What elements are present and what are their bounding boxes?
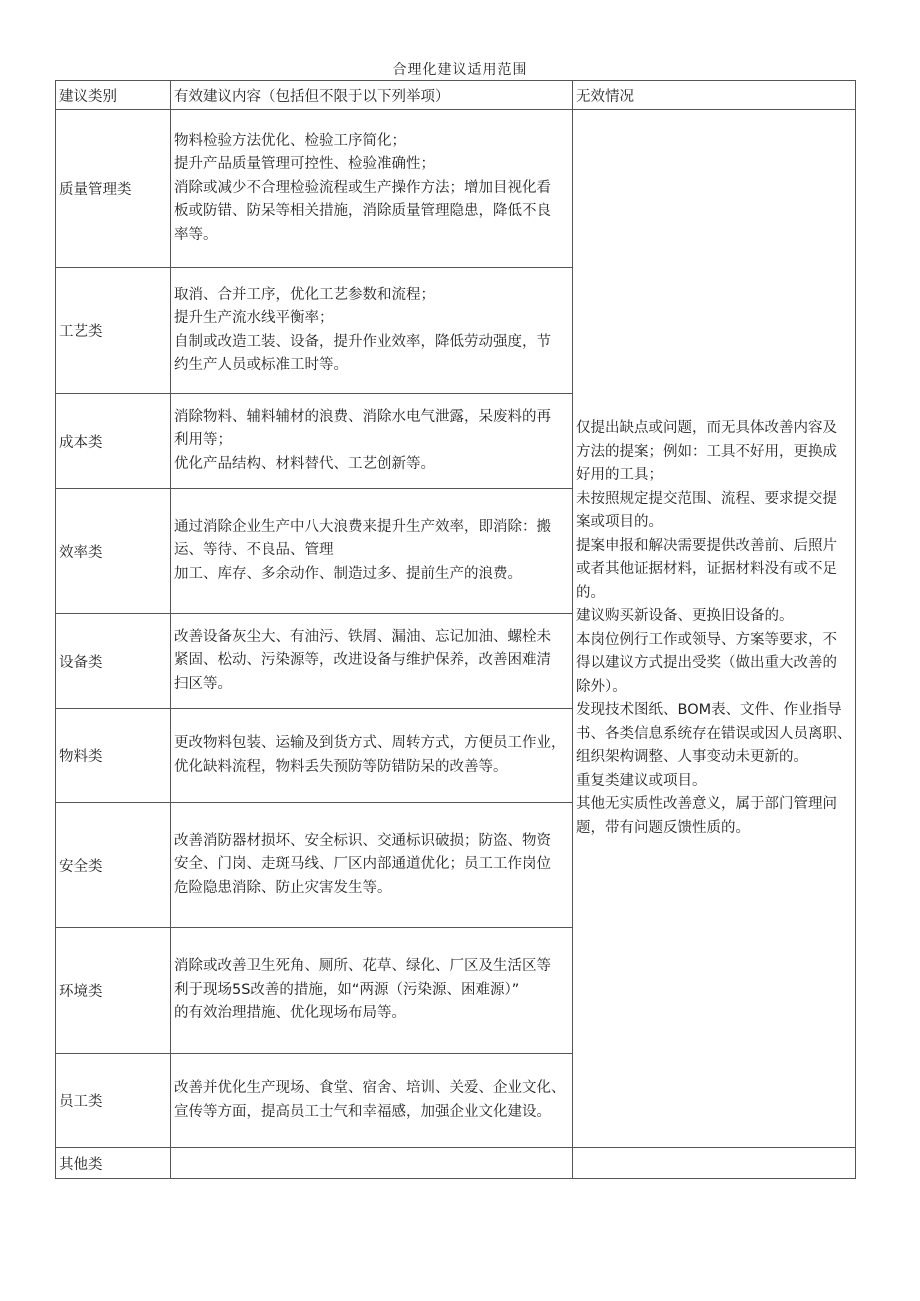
content-cell	[171, 489, 573, 614]
header-category: 建议类别	[56, 81, 171, 110]
content-line: 改善消防器材损坏、安全标识、交通标识破损；防盗、物资	[174, 832, 551, 849]
header-row	[56, 81, 856, 110]
invalid-line: 发现技术图纸、BOM表、文件、作业指导	[576, 702, 842, 718]
invalid-line: 题，带有问题反馈性质的。	[576, 819, 750, 836]
content-line: 消除或改善卫生死角、厕所、花草、绿化、厂区及生活区等	[174, 958, 551, 975]
invalid-cell	[573, 1148, 856, 1179]
content-line: 加工、库存、多余动作、制造过多、提前生产的浪费。	[174, 565, 522, 582]
invalid-line: 得以建议方式提出受奖（做出重大改善的	[576, 655, 837, 671]
content-cell	[171, 1054, 573, 1148]
category-cell: 设备类	[56, 614, 171, 709]
category-cell: 环境类	[56, 928, 171, 1054]
table-row	[56, 1148, 856, 1179]
table-row	[56, 110, 856, 268]
category-cell: 员工类	[56, 1054, 171, 1148]
content-cell	[171, 110, 573, 268]
content-line: 危险隐患消除、防止灾害发生等。	[174, 879, 392, 896]
invalid-line: 其他无实质性改善意义，属于部门管理问	[576, 796, 837, 812]
category-cell: 质量管理类	[56, 110, 171, 268]
category-cell: 安全类	[56, 803, 171, 928]
content-line: 通过消除企业生产中八大浪费来提升生产效率，即消除：搬	[174, 518, 551, 535]
invalid-cases-cell	[573, 110, 856, 1148]
content-line: 消除物料、辅料辅材的浪费、消除水电气泄露，呆废料的再	[174, 408, 551, 425]
content-cell	[171, 928, 573, 1054]
content-cell	[171, 1148, 573, 1179]
content-line: 更改物料包装、运输及到货方式、周转方式，方便员工作业，	[174, 735, 566, 751]
content-line: 宣传等方面，提高员工士气和幸福感，加强企业文化建设。	[174, 1103, 551, 1120]
content-line: 利用等；	[174, 432, 232, 449]
content-cell	[171, 268, 573, 394]
invalid-line: 未按照规定提交范围、流程、要求提交提	[576, 490, 837, 507]
invalid-line: 方法的提案；例如：工具不好用，更换成	[576, 443, 837, 460]
invalid-line: 组织架构调整、人事变动未更新的。	[576, 749, 808, 765]
invalid-line: 书、各类信息系统存在错误或因人员离职、	[576, 725, 852, 742]
content-line: 物料检验方法优化、检验工序简化；	[174, 132, 406, 149]
content-line: 取消、合并工序，优化工艺参数和流程；	[174, 286, 435, 303]
content-line: 自制或改造工装、设备，提升作业效率，降低劳动强度，节	[174, 333, 551, 350]
category-cell: 效率类	[56, 489, 171, 614]
invalid-line: 本岗位例行工作或领导、方案等要求，不	[576, 631, 837, 648]
invalid-line: 除外）。	[576, 678, 627, 695]
content-line: 运、等待、不良品、管理	[174, 542, 334, 559]
category-cell: 其他类	[56, 1148, 171, 1179]
content-cell	[171, 394, 573, 489]
content-line: 优化产品结构、材料替代、工艺创新等。	[174, 455, 435, 472]
content-line: 消除或减少不合理检验流程或生产操作方法；增加目视化看	[174, 179, 551, 196]
content-line: 扫区等。	[174, 675, 232, 692]
content-line: 约生产人员或标准工时等。	[174, 357, 348, 373]
category-cell: 工艺类	[56, 268, 171, 394]
content-cell	[171, 614, 573, 709]
content-cell	[171, 803, 573, 928]
document-title: 合理化建议适用范围	[392, 62, 528, 78]
content-line: 利于现场5S改善的措施，如“两源（污染源、困难源）”	[174, 981, 520, 998]
content-line: 提升生产流水线平衡率；	[174, 310, 334, 326]
content-line: 提升产品质量管理可控性、检验准确性；	[174, 156, 435, 173]
category-cell: 物料类	[56, 709, 171, 803]
content-line: 改善并优化生产现场、食堂、宿舍、培训、关爱、企业文化、	[174, 1080, 566, 1096]
header-invalid: 无效情况	[573, 81, 856, 110]
content-line: 优化缺料流程，物料丢失预防等防错防呆的改善等。	[174, 758, 508, 775]
header-content: 有效建议内容（包括但不限于以下列举项）	[171, 81, 573, 110]
invalid-line: 案或项目的。	[576, 514, 663, 530]
content-line: 改善设备灰尘大、有油污、铁屑、漏油、忘记加油、螺栓未	[174, 628, 551, 645]
content-line: 率等。	[174, 226, 218, 243]
content-line: 紧固、松动、污染源等，改进设备与维护保养，改善困难清	[174, 652, 551, 669]
invalid-line: 提案申报和解决需要提供改善前、后照片	[576, 537, 837, 554]
scope-table	[55, 80, 856, 1179]
content-line: 安全、门岗、走斑马线、厂区内部通道优化；员工工作岗位	[174, 856, 551, 873]
content-cell	[171, 709, 573, 803]
invalid-line: 重复类建议或项目。	[576, 772, 707, 789]
category-cell: 成本类	[56, 394, 171, 489]
invalid-line: 好用的工具；	[576, 467, 663, 483]
content-line: 的有效治理措施、优化现场布局等。	[174, 1005, 406, 1022]
invalid-line: 仅提出缺点或问题，而无具体改善内容及	[576, 420, 837, 436]
invalid-line: 建议购买新设备、更换旧设备的。	[576, 608, 794, 624]
invalid-line: 的。	[576, 584, 605, 601]
content-line: 板或防错、防呆等相关措施，消除质量管理隐患，降低不良	[174, 203, 551, 220]
invalid-line: 或者其他证据材料，证据材料没有或不足	[576, 561, 837, 577]
